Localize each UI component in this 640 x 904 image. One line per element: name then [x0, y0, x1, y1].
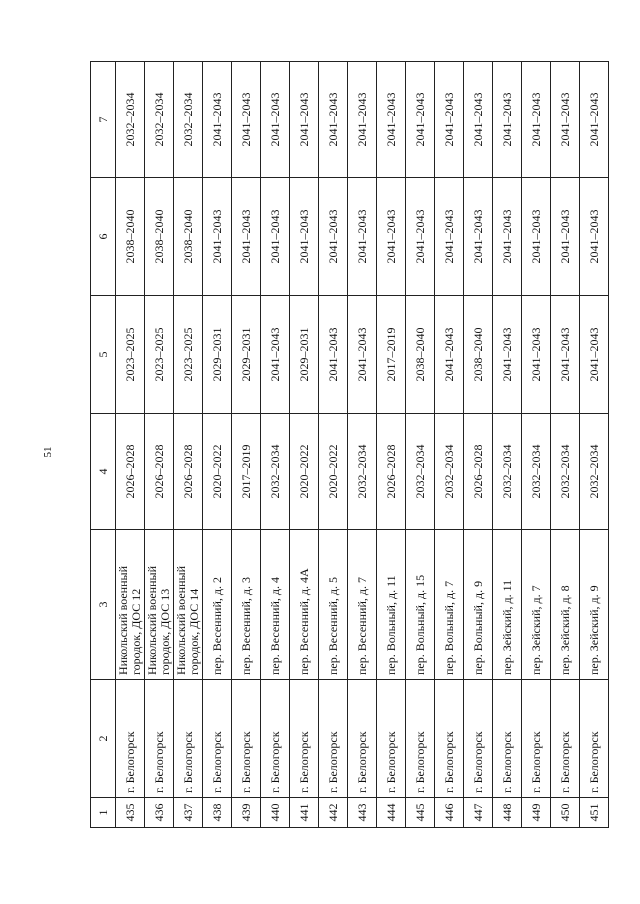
page-number: 51 [42, 446, 54, 458]
address-cell: пер. Весенний, д. 4 [261, 530, 290, 680]
period-cell-col5: 2041–2043 [435, 296, 464, 414]
row-number-cell: 439 [232, 798, 261, 828]
address-cell: Никольский военный городок, ДОС 13 [145, 530, 174, 680]
address-cell: пер. Зейский, д. 11 [493, 530, 522, 680]
table-row [319, 62, 348, 828]
period-cell-col5: 2038–2040 [464, 296, 493, 414]
city-cell: г. Белогорск [580, 680, 609, 798]
period-cell-col4: 2020–2022 [290, 414, 319, 530]
city-cell: г. Белогорск [203, 680, 232, 798]
address-cell: Никольский военный городок, ДОС 12 [116, 530, 145, 680]
city-cell: г. Белогорск [464, 680, 493, 798]
period-cell-col6: 2041–2043 [406, 178, 435, 296]
table-row [551, 62, 580, 828]
period-cell-col6: 2041–2043 [377, 178, 406, 296]
period-cell-col5: 2041–2043 [348, 296, 377, 414]
row-number-cell: 449 [522, 798, 551, 828]
city-cell: г. Белогорск [348, 680, 377, 798]
period-cell-col7: 2041–2043 [377, 62, 406, 178]
period-cell-col7: 2041–2043 [290, 62, 319, 178]
period-cell-col6: 2041–2043 [551, 178, 580, 296]
period-cell-col5: 2041–2043 [493, 296, 522, 414]
period-cell-col6: 2041–2043 [261, 178, 290, 296]
table-row [232, 62, 261, 828]
period-cell-col4: 2032–2034 [435, 414, 464, 530]
period-cell-col7: 2032–2034 [174, 62, 203, 178]
city-cell: г. Белогорск [377, 680, 406, 798]
period-cell-col4: 2020–2022 [319, 414, 348, 530]
period-cell-col4: 2032–2034 [551, 414, 580, 530]
column-number-header: 5 [91, 296, 116, 414]
period-cell-col5: 2023–2025 [116, 296, 145, 414]
row-number-cell: 450 [551, 798, 580, 828]
period-cell-col6: 2041–2043 [522, 178, 551, 296]
period-cell-col4: 2032–2034 [580, 414, 609, 530]
table-body [91, 62, 609, 828]
period-cell-col7: 2041–2043 [261, 62, 290, 178]
period-cell-col4: 2026–2028 [174, 414, 203, 530]
row-number-cell: 440 [261, 798, 290, 828]
period-cell-col7: 2041–2043 [580, 62, 609, 178]
city-cell: г. Белогорск [522, 680, 551, 798]
city-cell: г. Белогорск [493, 680, 522, 798]
city-cell: г. Белогорск [406, 680, 435, 798]
period-cell-col4: 2026–2028 [145, 414, 174, 530]
period-cell-col7: 2041–2043 [522, 62, 551, 178]
row-number-cell: 437 [174, 798, 203, 828]
period-cell-col5: 2041–2043 [522, 296, 551, 414]
address-cell: пер. Весенний, д. 5 [319, 530, 348, 680]
period-cell-col7: 2032–2034 [145, 62, 174, 178]
row-number-cell: 448 [493, 798, 522, 828]
period-cell-col6: 2041–2043 [232, 178, 261, 296]
period-cell-col7: 2041–2043 [493, 62, 522, 178]
period-cell-col4: 2017–2019 [232, 414, 261, 530]
table-container [90, 62, 606, 828]
address-cell: пер. Зейский, д. 9 [580, 530, 609, 680]
period-cell-col6: 2038–2040 [145, 178, 174, 296]
table-row [290, 62, 319, 828]
address-cell: пер. Весенний, д. 2 [203, 530, 232, 680]
column-number-header: 3 [91, 530, 116, 680]
table-row [348, 62, 377, 828]
row-number-cell: 438 [203, 798, 232, 828]
period-cell-col6: 2041–2043 [464, 178, 493, 296]
period-cell-col4: 2026–2028 [464, 414, 493, 530]
city-cell: г. Белогорск [116, 680, 145, 798]
address-cell: пер. Вольный, д. 11 [377, 530, 406, 680]
column-number-header: 4 [91, 414, 116, 530]
city-cell: г. Белогорск [290, 680, 319, 798]
period-cell-col4: 2026–2028 [116, 414, 145, 530]
address-cell: пер. Зейский, д. 8 [551, 530, 580, 680]
table-row [435, 62, 464, 828]
period-cell-col5: 2041–2043 [319, 296, 348, 414]
period-cell-col4: 2020–2022 [203, 414, 232, 530]
city-cell: г. Белогорск [261, 680, 290, 798]
address-cell: пер. Вольный, д. 15 [406, 530, 435, 680]
city-cell: г. Белогорск [232, 680, 261, 798]
column-number-header: 6 [91, 178, 116, 296]
period-cell-col6: 2041–2043 [348, 178, 377, 296]
table-row [580, 62, 609, 828]
address-cell: пер. Весенний, д. 7 [348, 530, 377, 680]
row-number-cell: 436 [145, 798, 174, 828]
housing-repair-table [90, 61, 609, 828]
table-row [174, 62, 203, 828]
column-number-header: 1 [91, 798, 116, 828]
period-cell-col6: 2041–2043 [290, 178, 319, 296]
column-number-header: 2 [91, 680, 116, 798]
period-cell-col7: 2041–2043 [406, 62, 435, 178]
row-number-cell: 445 [406, 798, 435, 828]
city-cell: г. Белогорск [551, 680, 580, 798]
period-cell-col4: 2032–2034 [261, 414, 290, 530]
period-cell-col6: 2041–2043 [580, 178, 609, 296]
period-cell-col5: 2029–2031 [203, 296, 232, 414]
address-cell: Никольский военный городок, ДОС 14 [174, 530, 203, 680]
period-cell-col7: 2041–2043 [203, 62, 232, 178]
period-cell-col5: 2038–2040 [406, 296, 435, 414]
period-cell-col4: 2032–2034 [406, 414, 435, 530]
column-number-row [91, 62, 116, 828]
period-cell-col6: 2041–2043 [319, 178, 348, 296]
period-cell-col5: 2041–2043 [551, 296, 580, 414]
period-cell-col7: 2041–2043 [464, 62, 493, 178]
row-number-cell: 435 [116, 798, 145, 828]
table-row [493, 62, 522, 828]
row-number-cell: 443 [348, 798, 377, 828]
column-number-header: 7 [91, 62, 116, 178]
row-number-cell: 444 [377, 798, 406, 828]
period-cell-col5: 2017–2019 [377, 296, 406, 414]
city-cell: г. Белогорск [435, 680, 464, 798]
city-cell: г. Белогорск [174, 680, 203, 798]
address-cell: пер. Вольный, д. 9 [464, 530, 493, 680]
period-cell-col7: 2041–2043 [435, 62, 464, 178]
period-cell-col5: 2029–2031 [232, 296, 261, 414]
table-row [203, 62, 232, 828]
period-cell-col5: 2023–2025 [145, 296, 174, 414]
table-row [145, 62, 174, 828]
period-cell-col5: 2041–2043 [580, 296, 609, 414]
table-row [261, 62, 290, 828]
address-cell: пер. Весенний, д. 3 [232, 530, 261, 680]
period-cell-col6: 2038–2040 [116, 178, 145, 296]
row-number-cell: 441 [290, 798, 319, 828]
period-cell-col6: 2038–2040 [174, 178, 203, 296]
address-cell: пер. Зейский, д. 7 [522, 530, 551, 680]
period-cell-col5: 2029–2031 [290, 296, 319, 414]
period-cell-col7: 2041–2043 [348, 62, 377, 178]
address-cell: пер. Весенний, д. 4А [290, 530, 319, 680]
period-cell-col4: 2026–2028 [377, 414, 406, 530]
row-number-cell: 446 [435, 798, 464, 828]
city-cell: г. Белогорск [319, 680, 348, 798]
row-number-cell: 447 [464, 798, 493, 828]
table-row [464, 62, 493, 828]
row-number-cell: 442 [319, 798, 348, 828]
period-cell-col7: 2041–2043 [551, 62, 580, 178]
period-cell-col7: 2032–2034 [116, 62, 145, 178]
city-cell: г. Белогорск [145, 680, 174, 798]
table-row [116, 62, 145, 828]
period-cell-col4: 2032–2034 [493, 414, 522, 530]
period-cell-col5: 2023–2025 [174, 296, 203, 414]
period-cell-col7: 2041–2043 [319, 62, 348, 178]
period-cell-col6: 2041–2043 [435, 178, 464, 296]
period-cell-col7: 2041–2043 [232, 62, 261, 178]
period-cell-col6: 2041–2043 [493, 178, 522, 296]
period-cell-col5: 2041–2043 [261, 296, 290, 414]
row-number-cell: 451 [580, 798, 609, 828]
table-row [406, 62, 435, 828]
period-cell-col6: 2041–2043 [203, 178, 232, 296]
period-cell-col4: 2032–2034 [348, 414, 377, 530]
address-cell: пер. Вольный, д. 7 [435, 530, 464, 680]
table-row [522, 62, 551, 828]
table-row [377, 62, 406, 828]
period-cell-col4: 2032–2034 [522, 414, 551, 530]
